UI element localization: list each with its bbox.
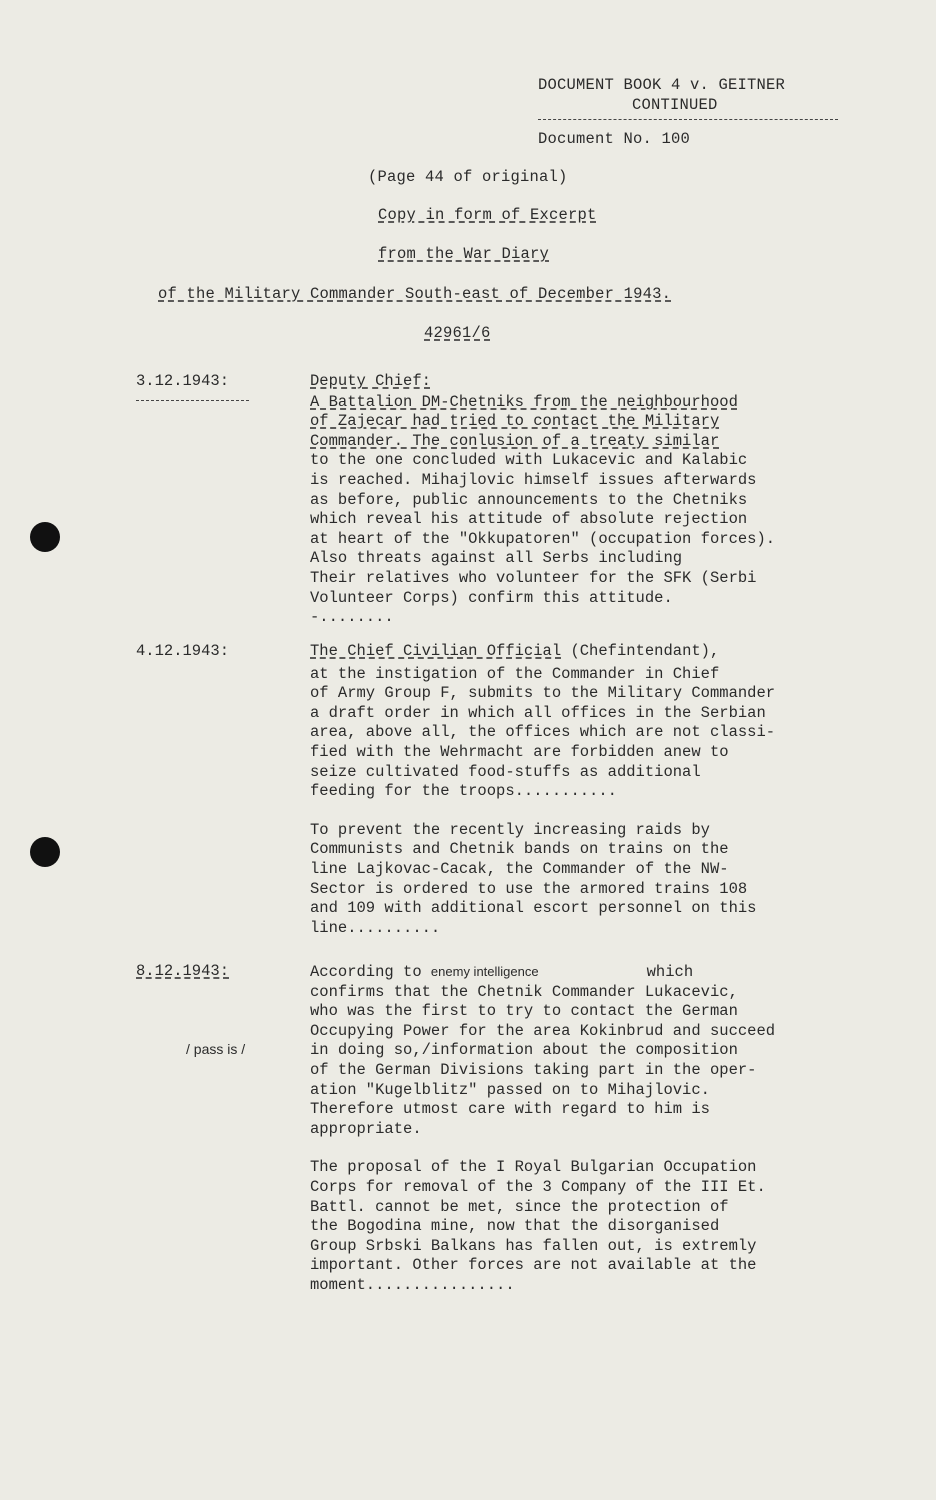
entry-line: in doing so,/information about the composition (310, 1041, 738, 1060)
entry-line: A Battalion DM-Chetniks from the neighbourhood (310, 392, 738, 411)
from-line: from the War Diary (378, 245, 550, 263)
entry-date: 4.12.1943: (136, 642, 230, 660)
header-rule (538, 119, 838, 120)
entry-heading-line (310, 642, 900, 662)
entry-line: which reveal his attitude of absolute rejection (310, 510, 748, 529)
document-book-line: DOCUMENT BOOK 4 v. GEITNER (538, 76, 786, 94)
file-number: 42961/6 (424, 324, 491, 342)
entry-line: of the German Divisions taking part in the oper- (310, 1060, 757, 1079)
margin-note: / pass is / (186, 1041, 246, 1057)
page-reference: (Page 44 of original) (368, 168, 568, 186)
entry-line: Volunteer Corps) confirm this attitude. (310, 588, 673, 607)
entry-line: Group Srbski Balkans has fallen out, is extremly (310, 1236, 757, 1255)
date-rule (136, 400, 249, 401)
commander-line: of the Military Commander South-east of December 1943. (158, 285, 672, 303)
entry-line: of Zajecar had tried to contact the Military (310, 412, 720, 431)
entry-body (310, 642, 900, 938)
inserted-phrase: enemy intelligence (430, 964, 539, 979)
entry-first-line (310, 962, 900, 983)
entry-line: line Lajkovac-Cacak, the Commander of the NW- (310, 859, 729, 878)
entry-line: the Bogodina mine, now that the disorganised (310, 1217, 720, 1236)
punch-hole-top (30, 522, 60, 552)
copy-line: Copy in form of Excerpt (378, 206, 597, 224)
entry-line-end: which (646, 963, 694, 981)
entry-line: Also threats against all Serbs including (310, 549, 683, 568)
entry-line: Corps for removal of the 3 Company of the III Et. (310, 1177, 766, 1196)
entry-heading: The Chief Civilian Official (310, 642, 562, 660)
entry-line: Commander. The conlusion of a treaty similar (310, 431, 720, 450)
entry-line: to the one concluded with Lukacevic and Kalabic (310, 451, 748, 470)
entry-line: appropriate. (310, 1119, 422, 1138)
entry-line: as before, public announcements to the Chetniks (310, 490, 748, 509)
entry-line: is reached. Mihajlovic himself issues afterwards (310, 470, 757, 489)
entry-line: Sector is ordered to use the armored trains 108 (310, 879, 748, 898)
entry-line: Occupying Power for the area Kokinbrud and succeed (310, 1021, 776, 1040)
entry-heading-rest: (Chefintendant), (561, 642, 720, 660)
continued-line: CONTINUED (632, 96, 718, 114)
entry-line: confirms that the Chetnik Commander Lukacevic, (310, 982, 738, 1001)
entry-line: Their relatives who volunteer for the SFK (Serbi (310, 568, 757, 587)
entry-line: and 109 with additional escort personnel on this (310, 899, 757, 918)
entry-line: important. Other forces are not available at the (310, 1256, 757, 1275)
entry-line-start: According to (310, 963, 431, 981)
entry-line: a draft order in which all offices in the Serbian (310, 703, 766, 722)
entry-heading: Deputy Chief: (310, 372, 431, 390)
entry-line: moment................ (310, 1275, 515, 1294)
punch-hole-middle (30, 837, 60, 867)
entry-line: The proposal of the I Royal Bulgarian Occupation (310, 1158, 757, 1177)
entry-line: area, above all, the offices which are not classi- (310, 723, 776, 742)
entry-line: Communists and Chetnik bands on trains on the (310, 840, 729, 859)
entry-line: -........ (310, 608, 394, 627)
entry-line: seize cultivated food-stuffs as additional (310, 762, 701, 781)
entry-date: 3.12.1943: (136, 372, 230, 390)
entry-line: Battl. cannot be met, since the protection of (310, 1197, 729, 1216)
entry-body (310, 962, 900, 1296)
entry-line: fied with the Wehrmacht are forbidden anew to (310, 742, 729, 761)
entry-line: feeding for the troops........... (310, 782, 617, 801)
document-number: Document No. 100 (538, 130, 691, 148)
entry-line: at the instigation of the Commander in Chief (310, 664, 720, 683)
entry-body (310, 372, 900, 628)
entry-line: To prevent the recently increasing raids by (310, 820, 710, 839)
entry-line: Therefore utmost care with regard to him is (310, 1100, 710, 1119)
entry-line: who was the first to try to contact the German (310, 1002, 738, 1021)
entry-line: line.......... (310, 918, 441, 937)
entry-date: 8.12.1943: (136, 962, 230, 980)
entry-line: ation "Kugelblitz" passed on to Mihajlovic. (310, 1080, 710, 1099)
entry-line: at heart of the "Okkupatoren" (occupation forces). (310, 529, 776, 548)
entry-line: of Army Group F, submits to the Military Commander (310, 684, 776, 703)
